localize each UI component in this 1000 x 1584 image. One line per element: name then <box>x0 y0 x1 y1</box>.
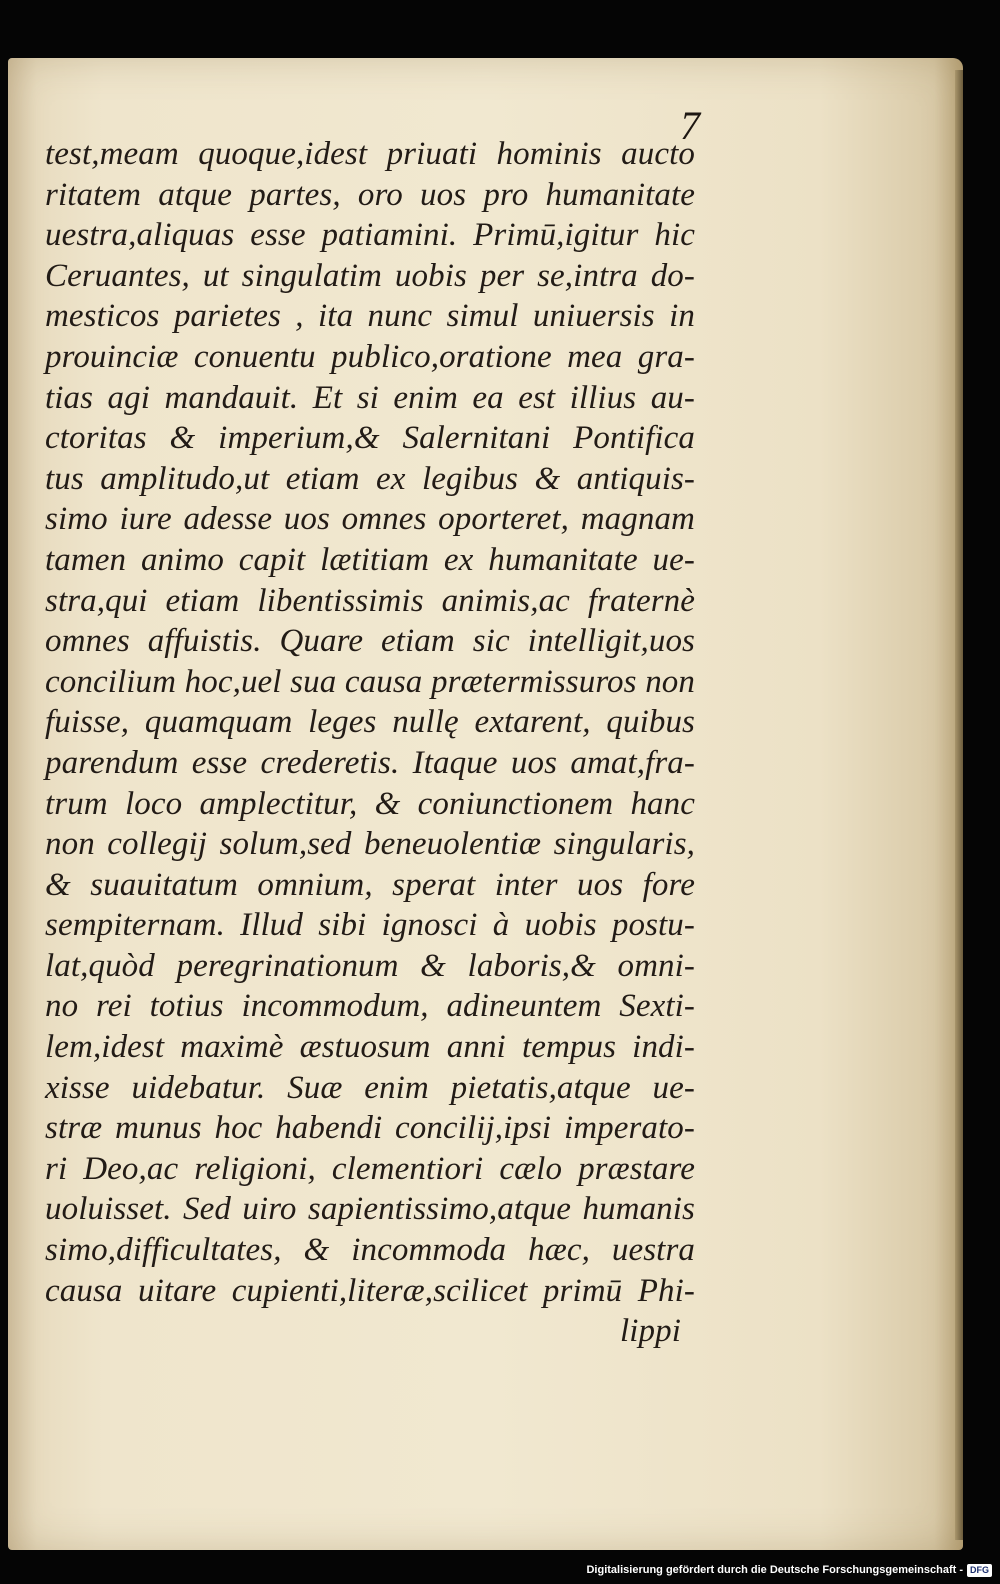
text-line: tias agi mandauit. Et si enim ea est illius au- <box>45 379 695 416</box>
text-line: test,meam quoque,idest priuati hominis aucto <box>45 136 695 172</box>
text-line: stræ munus hoc habendi concilij,ipsi imperato- <box>45 1110 695 1147</box>
text-line: ritatem atque partes, oro uos pro humanitate <box>45 176 695 213</box>
text-line: fuisse, quamquam leges nullę extarent, quibus <box>45 704 695 741</box>
text-line: non collegij solum,sed beneuolentiæ singularis, <box>45 826 695 863</box>
text-line: omnes affuistis. Quare etiam sic intelligit,uos <box>45 623 695 660</box>
footer-credit-text: Digitalisierung gefördert durch die Deutsche Forschungsgemeinschaft - <box>586 1564 963 1576</box>
text-line: uestra,aliquas esse patiamini. Primū,igitur hic <box>45 217 695 254</box>
text-line: mesticos parietes , ita nunc simul uniuersis in <box>45 298 695 335</box>
text-line: xisse uidebatur. Suæ enim pietatis,atque ue- <box>45 1069 695 1106</box>
text-line: concilium hoc,uel sua causa prætermissuros non <box>45 663 695 700</box>
text-line: stra,qui etiam libentissimis animis,ac fraternè <box>45 582 695 619</box>
text-line: ri Deo,ac religioni, clementiori cælo præstare <box>45 1150 695 1187</box>
text-line: causa uitare cupienti,literæ,scilicet primū Phi- <box>45 1272 695 1309</box>
text-line: & suauitatum omnium, sperat inter uos fore <box>45 866 695 903</box>
text-line: simo iure adesse uos omnes oporteret, magnam <box>45 501 695 538</box>
page-number: 7 <box>680 103 700 148</box>
text-line: sempiternam. Illud sibi ignosci à uobis postu- <box>45 907 695 944</box>
text-line: ctoritas & imperium,& Salernitani Pontifica <box>45 420 695 457</box>
text-line: lem,idest maximè æstuosum anni tempus indi- <box>45 1029 695 1066</box>
text-line: tamen animo capit lætitiam ex humanitate ue- <box>45 541 695 578</box>
text-line: simo,difficultates, & incommoda hæc, uestra <box>45 1232 695 1269</box>
dfg-logo: DFG <box>967 1564 992 1577</box>
text-line: parendum esse crederetis. Itaque uos amat,fra- <box>45 744 695 781</box>
text-line: prouinciæ conuentu publico,oratione mea gra- <box>45 338 695 375</box>
text-line: lat,quòd peregrinationum & laboris,& omni- <box>45 947 695 984</box>
page-edge <box>955 70 963 1540</box>
footer-credit <box>586 1559 992 1581</box>
catchword: lippi <box>619 1313 681 1350</box>
text-line: uoluisset. Sed uiro sapientissimo,atque humanis <box>45 1191 695 1228</box>
text-block <box>45 134 695 1352</box>
text-line: trum loco amplectitur, & coniunctionem hanc <box>45 785 695 822</box>
text-line: no rei totius incommodum, adineuntem Sexti- <box>45 988 695 1025</box>
text-line: Ceruantes, ut singulatim uobis per se,intra do- <box>45 257 695 294</box>
text-line: tus amplitudo,ut etiam ex legibus & antiquis- <box>45 460 695 497</box>
